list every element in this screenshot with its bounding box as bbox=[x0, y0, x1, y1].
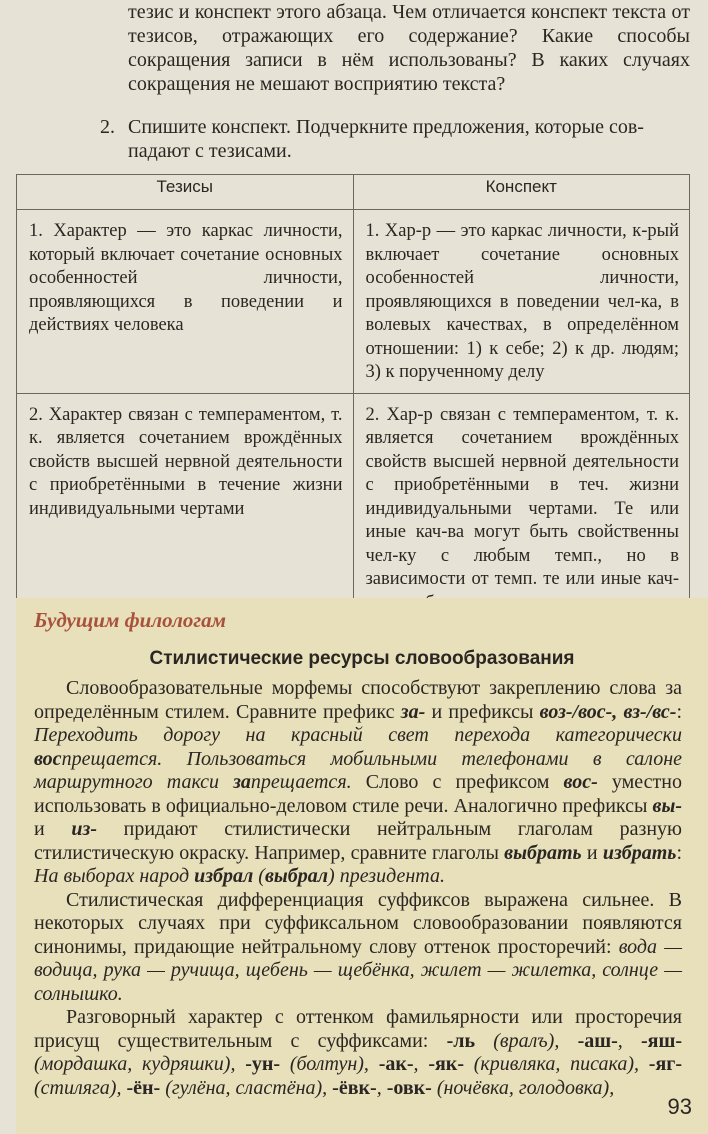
table-row bbox=[17, 393, 690, 624]
task-text-continued: падают с тезисами. bbox=[128, 140, 292, 162]
header-theses: Тезисы bbox=[17, 175, 354, 210]
intro-paragraph: тезис и конспект этого абзаца. Чем отличается конспект текста от тезисов, отражающих его содержание? Какие способы сокращения записи в нём использованы? В каких случаях сокращения не мешают восприятию текста? bbox=[128, 1, 690, 95]
box-label: Будущим филологам bbox=[34, 608, 226, 632]
box-paragraph-3: Разговорный характер с оттенком фамильярности или просторечия присущ существительным с суффиксами: -ль (вралъ), -аш-, -яш- (мордашка, кудряшки), -ун- (болтун), -ак-, -як- (кривляка, писака), -яг- (стиляга), -ён- (гулёна, сластёна), -ёвк-, -овк- (ночёвка, голодовка), bbox=[34, 1006, 683, 1099]
theses-summary-table bbox=[16, 174, 690, 624]
header-summary: Конспект bbox=[353, 175, 690, 210]
box-paragraph-1: Словообразовательные морфемы способствуют закреплению слова за определённым стилем. Сравните префикс за- и префиксы воз-/вос-, вз-/вс-: Переходить дорогу на красный свет перехода категорически воспрещается. Пользоваться мобильными телефонами в салоне маршрутного такси запрещается. Слово с префиксом вос- уместно использовать в официально-деловом стиле речи. Аналогично префиксы вы- и из- придают стилистически нейтральным глаголам разную стилистическую окраску. Например, сравните глаголы выбрать и избрать: На выборах народ избрал (выбрал) президента. bbox=[34, 677, 682, 887]
table-row bbox=[17, 210, 690, 394]
summary-cell: 2. Хар-р связан с темпераментом, т. к. является сочетанием врождённых свойств высшей нервной деятельности с приобретёнными в теч. жизни индивидуальными чертами. Те или иные кач-ва могут быть свойственны чел-ку с любым темп., но в зависимости от темп. те или иные кач- bbox=[353, 393, 690, 624]
box-title: Стилистические ресурсы словообразования bbox=[149, 648, 575, 669]
box-text bbox=[34, 677, 682, 1100]
page-number: 93 bbox=[667, 1094, 692, 1119]
task-2 bbox=[100, 115, 690, 163]
task-number: 2. bbox=[100, 116, 115, 138]
box-paragraph-2: Стилистическая дифференциация суффиксов выражена сильнее. В некоторых случаях при суффиксальном словообразовании появляются синонимы, придающие нейтральному слову оттенок просторечий: вода — водица, рука — ручища, щебень — щебёнка, жилет — жилетка, солнце — солнышко. bbox=[34, 888, 682, 1005]
thesis-cell: 1. Характер — это каркас личности, который включает сочетание основных особенностей личности, проявляющихся в поведении и действиях человека bbox=[17, 210, 354, 394]
thesis-cell: 2. Характер связан с темпераментом, т. к. является сочетанием врождённых свойств высшей нервной деятельности с приобретёнными в течение жизни индивидуальными чертами bbox=[17, 393, 354, 624]
task-text: Спишите конспект. Подчеркните предложения, которые сов- bbox=[128, 116, 644, 138]
summary-cell: 1. Хар-р — это каркас личности, к-рый включает сочетание основных особенностей личности, проявляющихся в поведении чел-ка, в волевых качествах, в определённом отношении: 1) к себе; 2) к др. людям; 3) к порученному делу bbox=[353, 210, 690, 394]
